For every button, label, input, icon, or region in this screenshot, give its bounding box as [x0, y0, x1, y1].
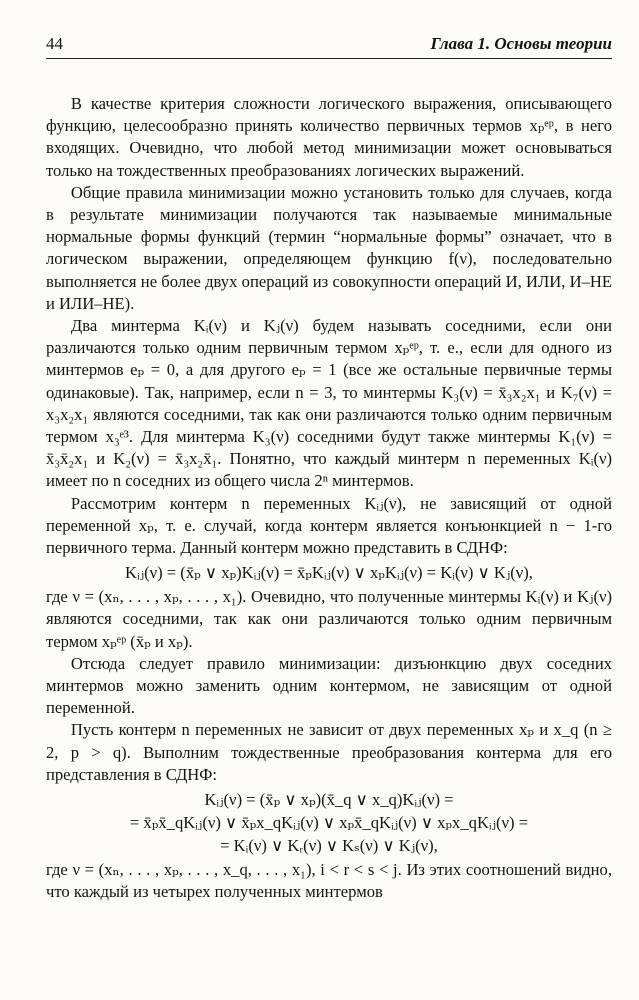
paragraph-conterm: Рассмотрим контерм n переменных Kᵢⱼ(ν), не зависящий от одной переменной xₚ, т. е. случай, когда контерм является конъюнкцией n − 1-го первичного терма. Данный контерм можно представить в СДНФ: — [46, 493, 612, 558]
formula-line-3: = Kᵢ(ν) ∨ Kᵣ(ν) ∨ Kₛ(ν) ∨ Kⱼ(ν), — [220, 836, 438, 856]
formula-line-2: = x̄ₚx̄_qKᵢⱼ(ν) ∨ x̄ₚx_qKᵢⱼ(ν) ∨ xₚx̄_qKᵢⱼ(ν) ∨ xₚx_qKᵢⱼ(ν) = — [129, 813, 529, 833]
book-page — [46, 34, 612, 904]
formula-two-variable-expansion — [46, 788, 612, 857]
paragraph-two-variables: Пусть контерм n переменных не зависит от двух переменных xₚ и x_q (n ≥ 2, p > q). Выполним тождественные преобразования контерма для его представления в СДНФ: — [46, 720, 612, 784]
page-header — [46, 34, 612, 59]
paragraph-complexity-criterion: В качестве критерия сложности логического выражения, описывающего функцию, целесообразно принять количество первичных термов xₚᵉᵖ, в него входящих. Очевидно, что любой метод минимизации может основываться только на тождественных преобразованиях логических выражений. — [46, 94, 612, 180]
running-title: Глава 1. Основы теории — [430, 34, 612, 53]
paragraph-minimization-rule: Отсюда следует правило минимизации: дизъюнкцию двух соседних минтермов можно заменить одним контермом, не зависящим от одной переменной. — [46, 653, 612, 718]
paragraph-adjacent-minterms: Два минтерма Kᵢ(ν) и Kⱼ(ν) будем называть соседними, если они различаются только одним первичным термом xₚᵉᵖ, т. е., если для одного из минтермов eₚ = 0, а для другого eₚ = 1 (все же остальные первичные термы одинаковые). Так, например, если n = 3, то минтермы K₃(ν) = x̄₃x₂x₁ и K₇(ν) = x₃x₂x₁ являются соседними, так как они различаются только одним первичным термом x₃ᵉ³. Для минтерма K₃(ν) соседними будут также минтермы K₁(ν) = x̄₃x̄₂x₁ и K₂(ν) = x̄₃x₂x̄₁. Понятно, что каждый минтерм n переменных Kᵢ(ν) имеет по n соседних из общего числа 2ⁿ минтермов. — [46, 316, 612, 491]
page-number: 44 — [46, 34, 63, 53]
paragraph-tail: где ν = (xₙ, . . . , xₚ, . . . , x_q, . . . , x₁), i < r < s < j. Из этих соотношений видно, что каждый из четырех полученных минтермов — [46, 860, 612, 902]
formula-line-1: Kᵢⱼ(ν) = (x̄ₚ ∨ xₚ)(x̄_q ∨ x_q)Kᵢⱼ(ν) = — [204, 790, 454, 810]
paragraph-general-rules: Общие правила минимизации можно установить только для случаев, когда в результате минимизации получаются так называемые минимальные нормальные формы функций (термин “нормальные формы” означает, что в логическом выражении, определяющем функцию f(ν), последовательно выполняется не более двух операций из совокупности операций И, ИЛИ, И–НЕ и ИЛИ–НЕ). — [46, 182, 612, 313]
page-body — [46, 93, 612, 904]
formula-conterm-sdnf: Kᵢⱼ(ν) = (x̄ₚ ∨ xₚ)Kᵢⱼ(ν) = x̄ₚKᵢⱼ(ν) ∨ xₚKᵢⱼ(ν) = Kᵢ(ν) ∨ Kⱼ(ν), — [125, 563, 533, 583]
paragraph-where-nu: где ν = (xₙ, . . . , xₚ, . . . , x₁). Очевидно, что полученные минтермы Kᵢ(ν) и Kⱼ(ν) являются соседними, так как они различаются только одним первичным термом xₚᵉᵖ (x̄ₚ и xₚ). — [46, 587, 612, 651]
